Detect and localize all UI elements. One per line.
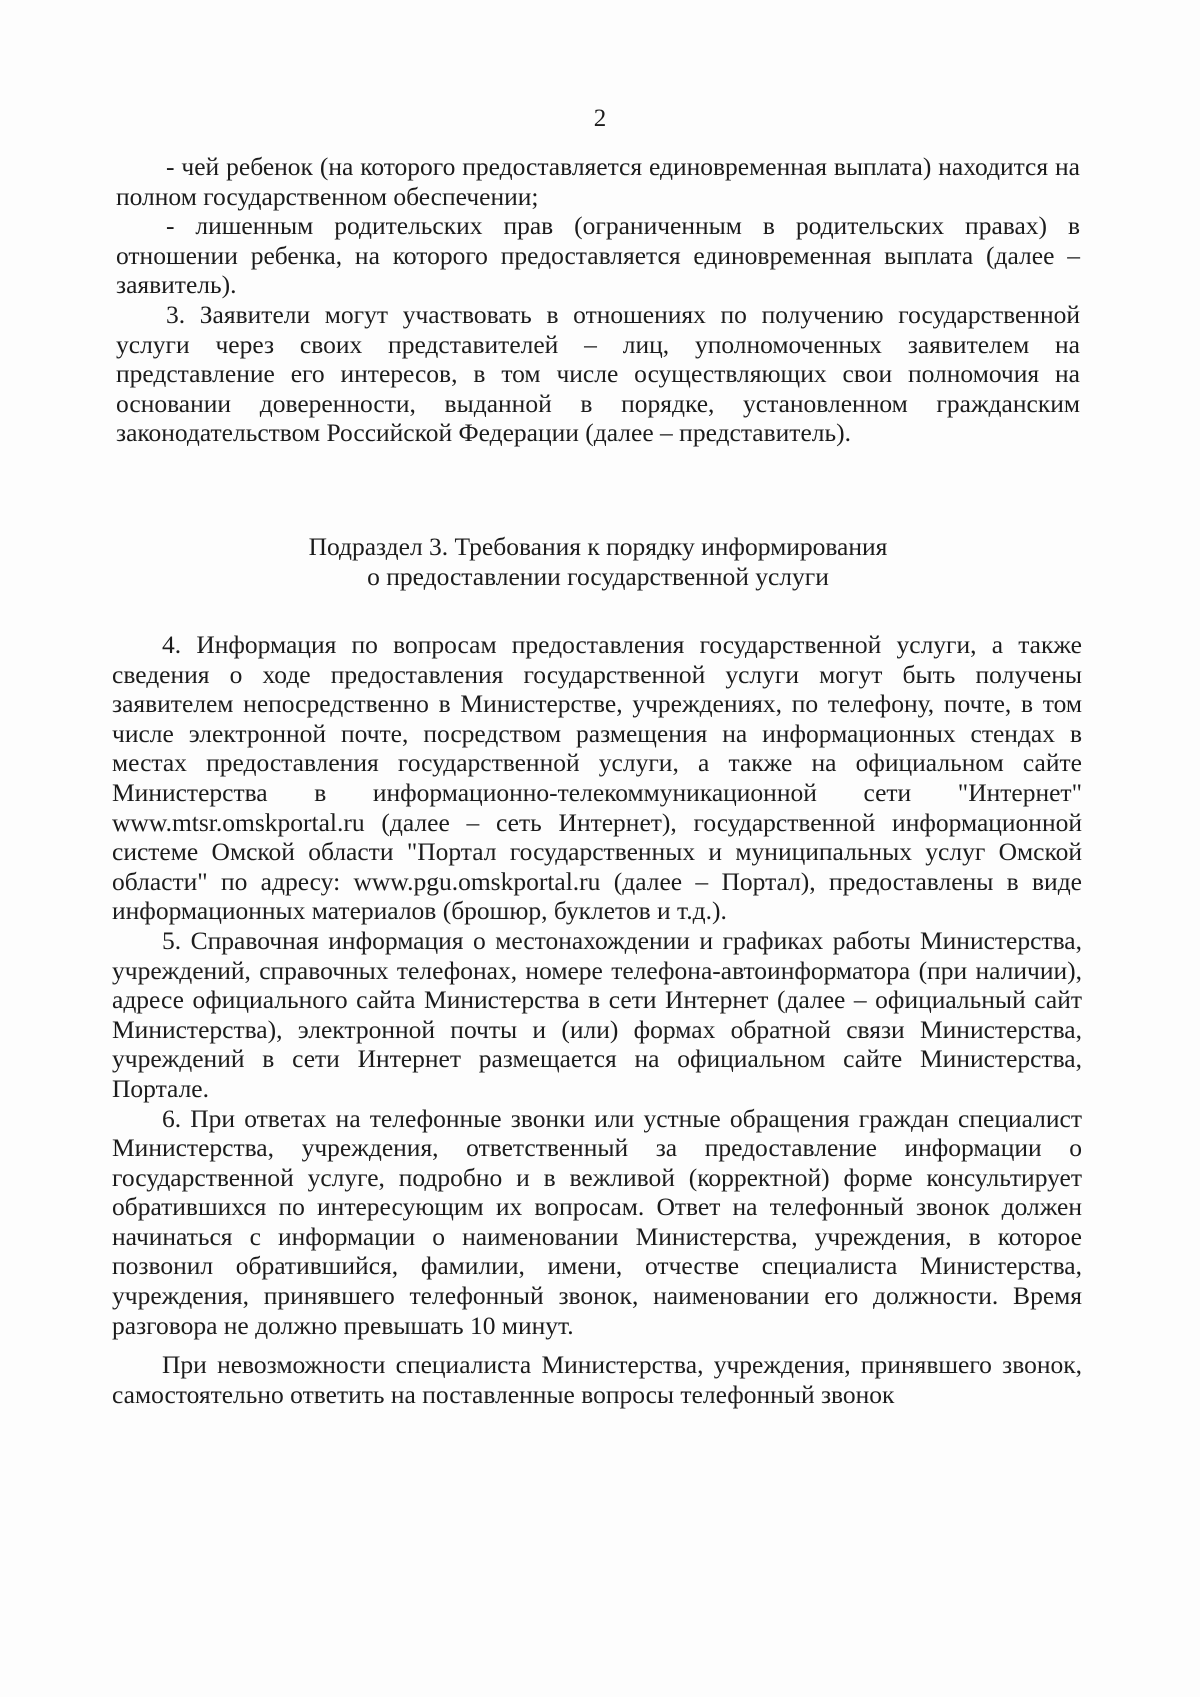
paragraph-6-phone-calls: 6. При ответах на телефонные звонки или устные обращения граждан специалист Министерства, учреждения, ответственный за предоставление информации о государственной услуге, подробно и в вежливой (корректной) форме консультирует обратившихся по интересующим их вопросам. Ответ на телефонный звонок должен начинаться с информации о наименовании Министерства, учреждения, в которое позвонил обратившийся, фамилии, имени, отчестве специалиста Министерства, учреждения, принявшего телефонный звонок, наименовании его должности. Время разговора не должно превышать 10 минут. <box>112 1103 1082 1340</box>
paragraph-deprived-parental-rights: - лишенным родительских прав (ограниченным в родительских правах) в отношении ребенка, на которого предоставляется единовременная выплата (далее – заявитель). <box>116 211 1080 300</box>
page-number: 2 <box>593 105 607 132</box>
document-body-bottom <box>112 630 1082 1409</box>
paragraph-5-reference-info: 5. Справочная информация о местонахождении и графиках работы Министерства, учреждений, справочных телефонах, номере телефона-автоинформатора (при наличии), адресе официального сайта Министерства в сети Интернет (далее – официальный сайт Министерства), электронной почты и (или) формах обратной связи Министерства, учреждений в сети Интернет размещается на официальном сайте Министерства, Портале. <box>112 925 1082 1103</box>
paragraph-ward-child: - чей ребенок (на которого предоставляется единовременная выплата) находится на полном государственном обеспечении; <box>116 152 1080 211</box>
subsection-heading-line-1: Подраздел 3. Требования к порядку информирования <box>308 532 888 561</box>
paragraph-call-transfer: При невозможности специалиста Министерства, учреждения, принявшего звонок, самостоятельно ответить на поставленные вопросы телефонный звонок <box>112 1350 1082 1409</box>
paragraph-4-information: 4. Информация по вопросам предоставления государственной услуги, а также сведения о ходе предоставления государственной услуги могут быть получены заявителем непосредственно в Министерстве, учреждениях, по телефону, почте, в том числе электронной почте, посредством размещения на информационных стендах в местах предоставления государственной услуги, а также на официальном сайте Министерства в информационно-телекоммуникационной сети "Интернет" www.mtsr.omskportal.ru (далее – сеть Интернет), государственной информационной системе Омской области "Портал государственных и муниципальных услуг Омской области" по адресу: www.pgu.omskportal.ru (далее – Портал), предоставлены в виде информационных материалов (брошюр, буклетов и т.д.). <box>112 630 1082 926</box>
document-body-top <box>116 152 1080 448</box>
paragraph-3-representatives: 3. Заявители могут участвовать в отношениях по получению государственной услуги через своих представителей – лиц, уполномоченных заявителем на представление его интересов, в том числе осуществляющих свои полномочия на основании доверенности, выданной в порядке, установленном гражданским законодательством Российской Федерации (далее – представитель). <box>116 299 1080 448</box>
subsection-heading-line-2: о предоставлении государственной услуги <box>367 562 829 591</box>
subsection-heading <box>116 532 1080 592</box>
